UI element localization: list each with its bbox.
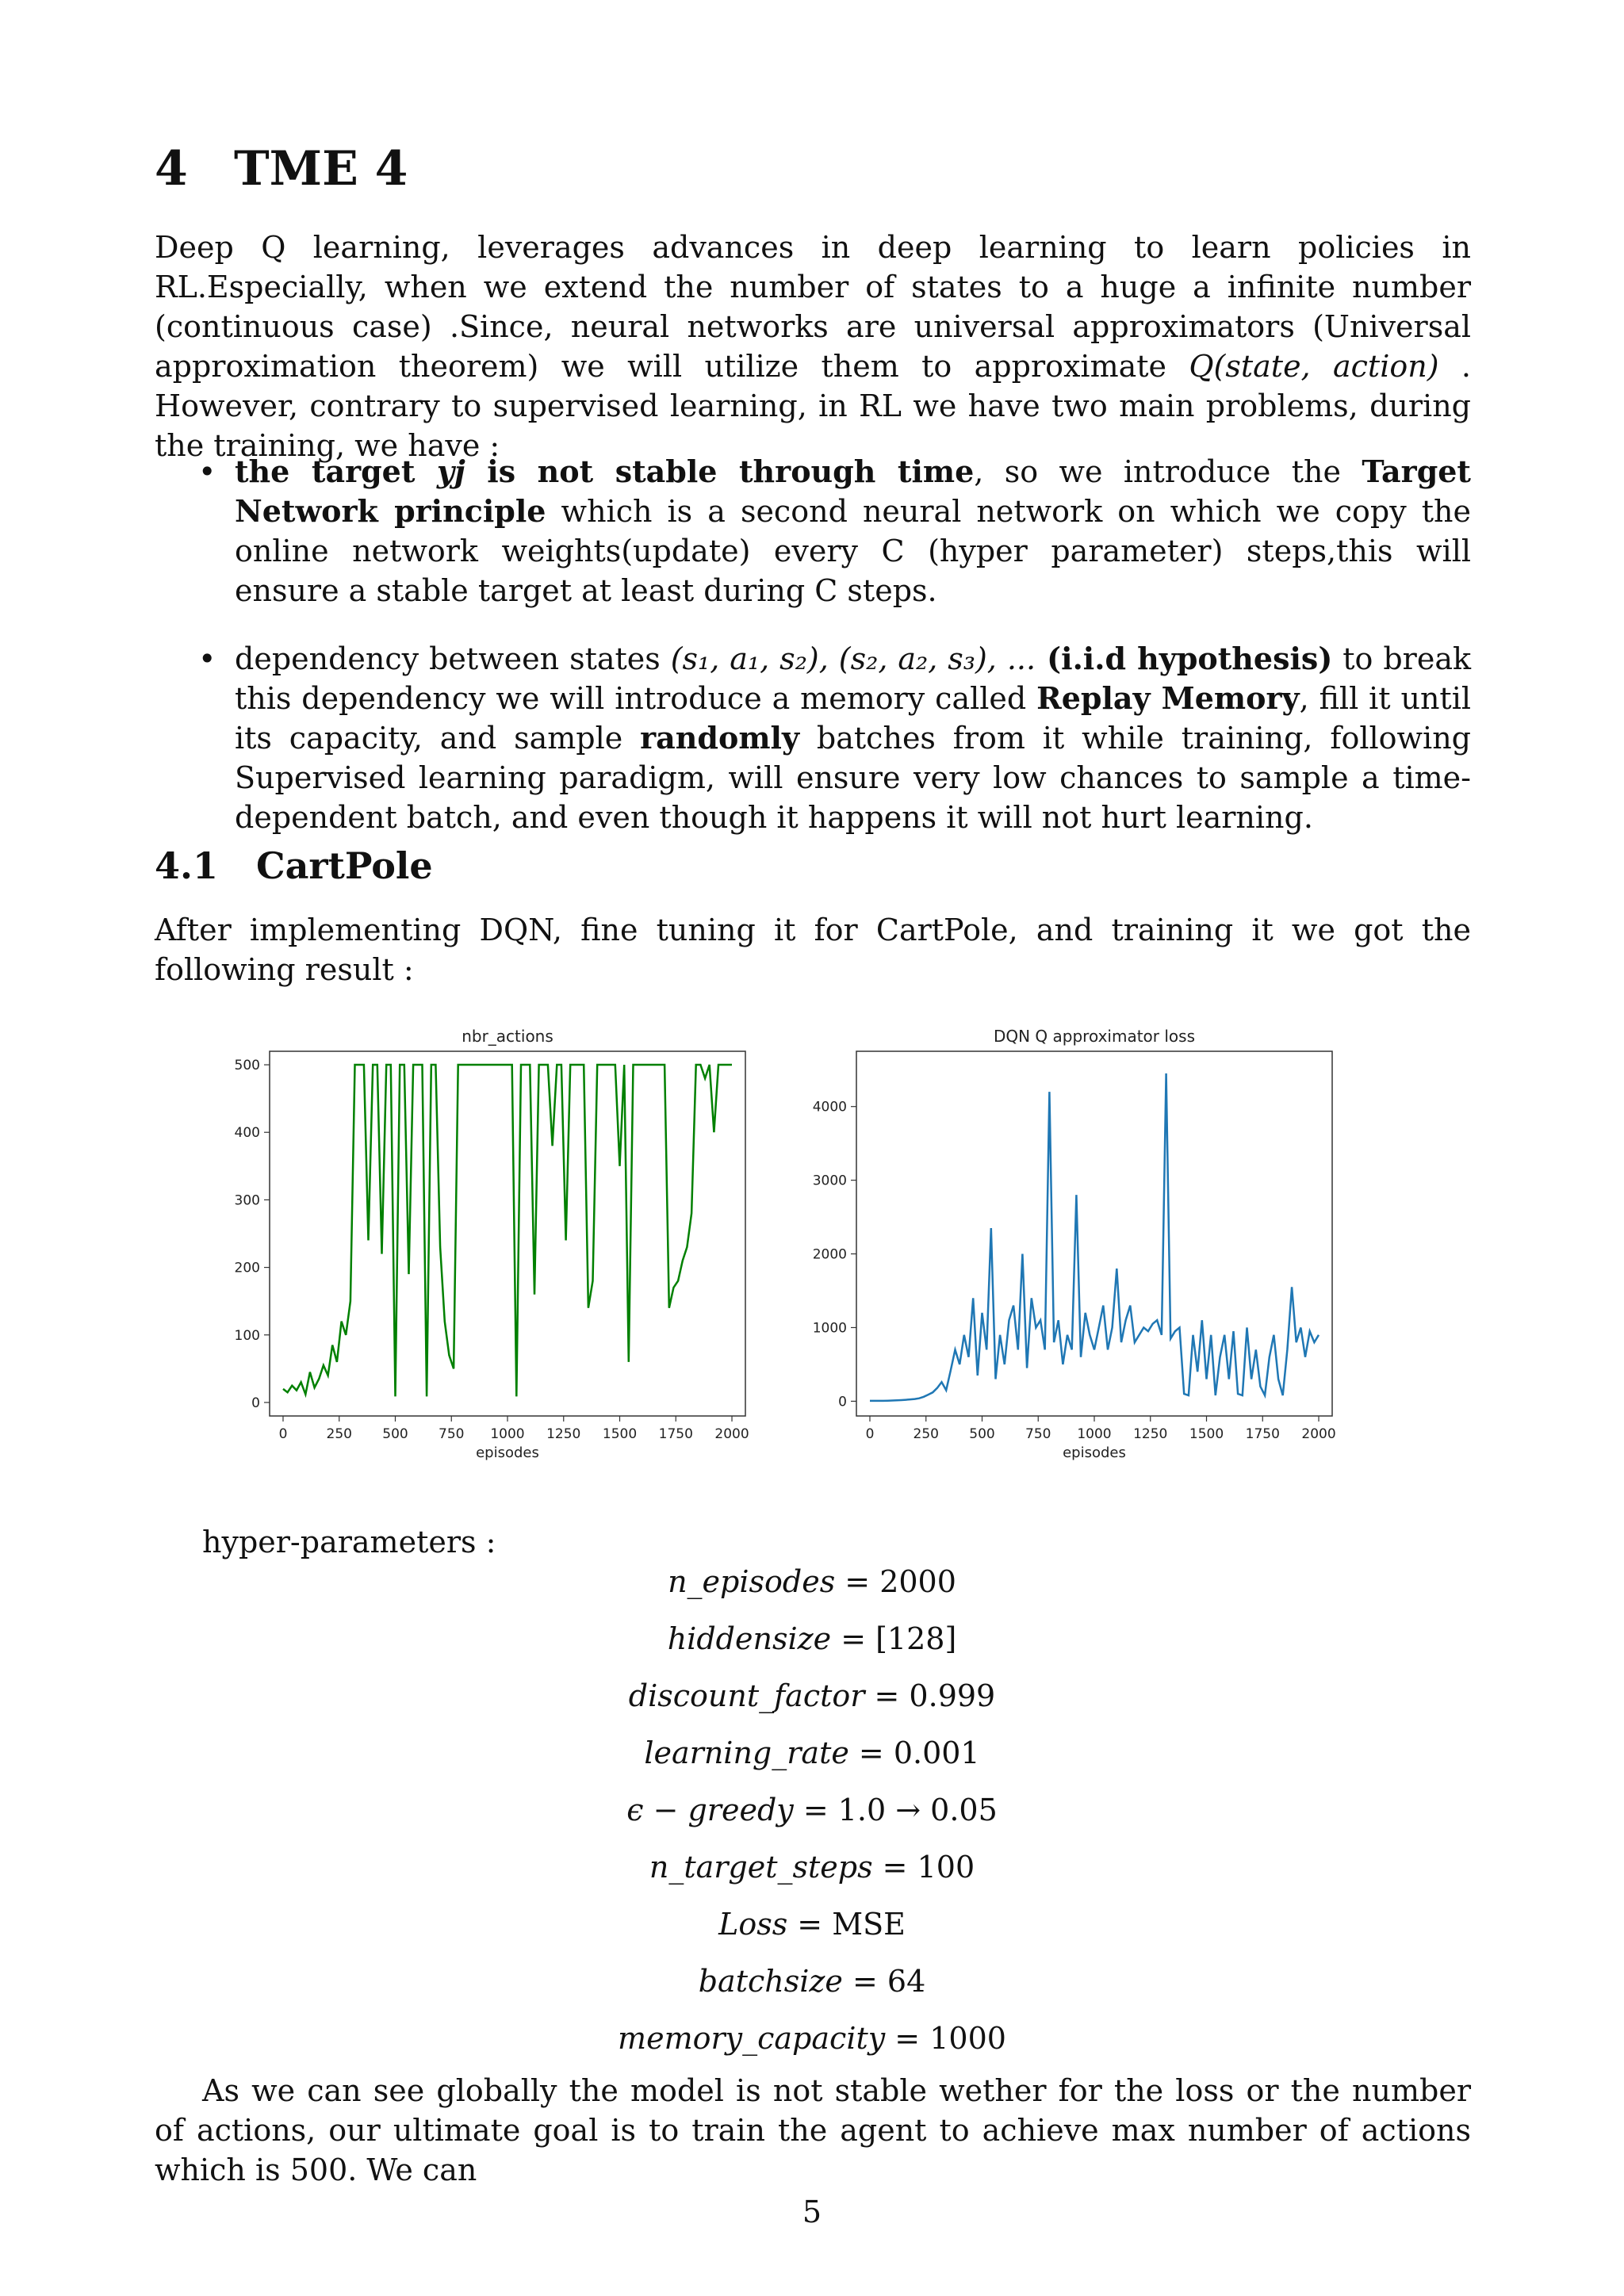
nbr-actions-xtick-label: 1500	[602, 1426, 638, 1442]
dqn-loss-series-line	[870, 1073, 1319, 1401]
dqn-loss-xtick-label: 1750	[1245, 1426, 1280, 1442]
b1-text-a: , so we introduce the	[974, 454, 1362, 489]
dqn-loss-xtick-label: 1500	[1189, 1426, 1224, 1442]
equation-lhs: n_episodes	[668, 1564, 836, 1599]
equation-lhs: Loss	[718, 1907, 788, 1942]
b1-bold-a: the target	[235, 453, 437, 489]
b2-text-b: to break this dependency we will introduce a memory called	[235, 641, 1471, 716]
dqn-loss-xtick-label: 500	[969, 1426, 995, 1442]
dqn-loss-xtick-label: 2000	[1301, 1426, 1336, 1442]
dqn-loss-xlabel: episodes	[1063, 1445, 1126, 1461]
dqn-loss-xtick-label: 1000	[1077, 1426, 1112, 1442]
nbr-actions-xlabel: episodes	[476, 1445, 539, 1461]
equations-block	[0, 1562, 1624, 2076]
nbr-actions-series-line	[283, 1065, 732, 1396]
equation-row	[0, 1847, 1624, 1904]
chart-dqn-loss	[801, 1023, 1356, 1475]
conclusion-paragraph: As we can see globally the model is not stable wether for the loss or the number of actions, our ultimate goal is to train the agent to achieve max number of actions which is 500. We can	[155, 2073, 1471, 2187]
b1-bold-b: is not stable through time	[465, 453, 975, 489]
equation-lhs: hiddensize	[667, 1621, 832, 1656]
equation-rhs: = 1000	[885, 2021, 1006, 2056]
bullet-replay-memory	[198, 639, 1471, 837]
dqn-loss-xtick-label: 250	[913, 1426, 939, 1442]
section-heading	[155, 141, 408, 197]
dqn-loss-ytick-label: 3000	[812, 1173, 847, 1189]
dqn-loss-xtick-label: 750	[1025, 1426, 1051, 1442]
nbr-actions-xtick-label: 500	[382, 1426, 408, 1442]
b2-bold-c: randomly	[640, 720, 800, 756]
dqn-loss-ytick-label: 2000	[812, 1246, 847, 1263]
nbr-actions-xtick-label: 2000	[714, 1426, 749, 1442]
equation-row	[0, 1619, 1624, 1676]
equation-lhs: discount_factor	[628, 1678, 865, 1713]
nbr-actions-ytick-label: 300	[234, 1192, 260, 1209]
section-title: TME 4	[234, 141, 408, 197]
b2-text-a: dependency between states	[235, 641, 671, 676]
section-number: 4	[155, 141, 188, 197]
page-number: 5	[802, 2195, 822, 2229]
equation-lhs: memory_capacity	[618, 2021, 886, 2056]
equation-lhs: n_target_steps	[649, 1850, 873, 1885]
nbr-actions-ytick-label: 400	[234, 1125, 260, 1142]
bullet-target-network	[198, 452, 1471, 610]
dqn-loss-ytick-label: 0	[838, 1394, 847, 1410]
nbr-actions-ytick-label: 100	[234, 1327, 260, 1344]
nbr-actions-xtick-label: 0	[278, 1426, 288, 1442]
subsection-title: CartPole	[256, 844, 433, 887]
b1-math: yj	[436, 453, 465, 489]
b2-text-c: , fill it until its capacity, and sample	[235, 681, 1471, 756]
equation-rhs: = 100	[872, 1850, 975, 1885]
equation-row	[0, 1676, 1624, 1733]
equation-row	[0, 1961, 1624, 2019]
equation-lhs: ϵ − greedy	[626, 1793, 794, 1827]
equation-row	[0, 1790, 1624, 1847]
bullet-dot-icon: •	[198, 641, 216, 676]
dqn-loss-title: DQN Q approximator loss	[993, 1027, 1196, 1046]
nbr-actions-xtick-label: 1000	[490, 1426, 525, 1442]
chart-nbr-actions	[214, 1023, 769, 1475]
intro-paragraph	[155, 228, 1471, 465]
equation-row	[0, 1904, 1624, 1961]
hyper-parameters-label: hyper-parameters :	[202, 1525, 496, 1559]
b2-bold-a: (i.i.d hypothesis)	[1036, 641, 1333, 676]
intro-math: Q(state, action)	[1189, 349, 1439, 384]
equation-row	[0, 1733, 1624, 1790]
b1-bold-c: Target Network principle	[235, 453, 1471, 529]
equation-rhs: = [128]	[831, 1621, 957, 1656]
b2-text-d: batches from it while training, following Supervised learning paradigm, will ensure very low chances to sample a time-dependent batch, and even though it happens it will not hurt learning.	[235, 721, 1471, 835]
subsection-number: 4.1	[155, 844, 219, 887]
nbr-actions-title: nbr_actions	[462, 1027, 553, 1046]
equation-rhs: = 0.001	[848, 1735, 980, 1770]
dqn-loss-xtick-label: 0	[865, 1426, 875, 1442]
b1-text-b: which is a second neural network on which we copy the online network weights(update) every C (hyper parameter) steps,this will ensure a stable target at least during C steps.	[235, 494, 1471, 608]
intro-text-cont: . However, contrary to supervised learning, in RL we have two main problems, during the training, we have :	[155, 349, 1471, 463]
dqn-loss-ytick-label: 4000	[812, 1099, 847, 1115]
after-paragraph: After implementing DQN, fine tuning it for CartPole, and training it we got the following result :	[155, 913, 1471, 987]
equation-rhs: = 2000	[835, 1564, 956, 1599]
nbr-actions-ytick-label: 500	[234, 1058, 260, 1074]
equation-row	[0, 2019, 1624, 2076]
dqn-loss-plot-frame	[856, 1051, 1332, 1416]
dqn-loss-ytick-label: 1000	[812, 1320, 847, 1337]
nbr-actions-xtick-label: 1250	[546, 1426, 581, 1442]
nbr-actions-plot-frame	[270, 1051, 745, 1416]
nbr-actions-ytick-label: 200	[234, 1260, 260, 1276]
nbr-actions-ytick-label: 0	[251, 1395, 260, 1411]
nbr-actions-xtick-label: 750	[439, 1426, 465, 1442]
equation-lhs: batchsize	[698, 1964, 843, 1999]
bullet-list	[198, 452, 1471, 837]
nbr-actions-xtick-label: 250	[326, 1426, 352, 1442]
equation-rhs: = 1.0 → 0.05	[793, 1793, 998, 1827]
b2-bold-b: Replay Memory	[1036, 680, 1300, 716]
equation-rhs: = 64	[842, 1964, 926, 1999]
equation-row	[0, 1562, 1624, 1619]
equation-lhs: learning_rate	[644, 1735, 849, 1770]
equation-rhs: = MSE	[787, 1907, 906, 1942]
subsection-heading	[155, 844, 433, 887]
intro-text: Deep Q learning, leverages advances in deep learning to learn policies in RL.Especially, when we extend the number of states to a huge a infinite number (continuous case) .Since, neural networks are universal approximators (Universal approximation theorem) we will utilize them to approximate	[155, 230, 1471, 384]
bullet-dot-icon: •	[198, 454, 216, 489]
dqn-loss-xtick-label: 1250	[1133, 1426, 1168, 1442]
b2-math: (s₁, a₁, s₂), (s₂, a₂, s₃), ...	[670, 641, 1036, 676]
equation-rhs: = 0.999	[864, 1678, 996, 1713]
nbr-actions-xtick-label: 1750	[658, 1426, 693, 1442]
